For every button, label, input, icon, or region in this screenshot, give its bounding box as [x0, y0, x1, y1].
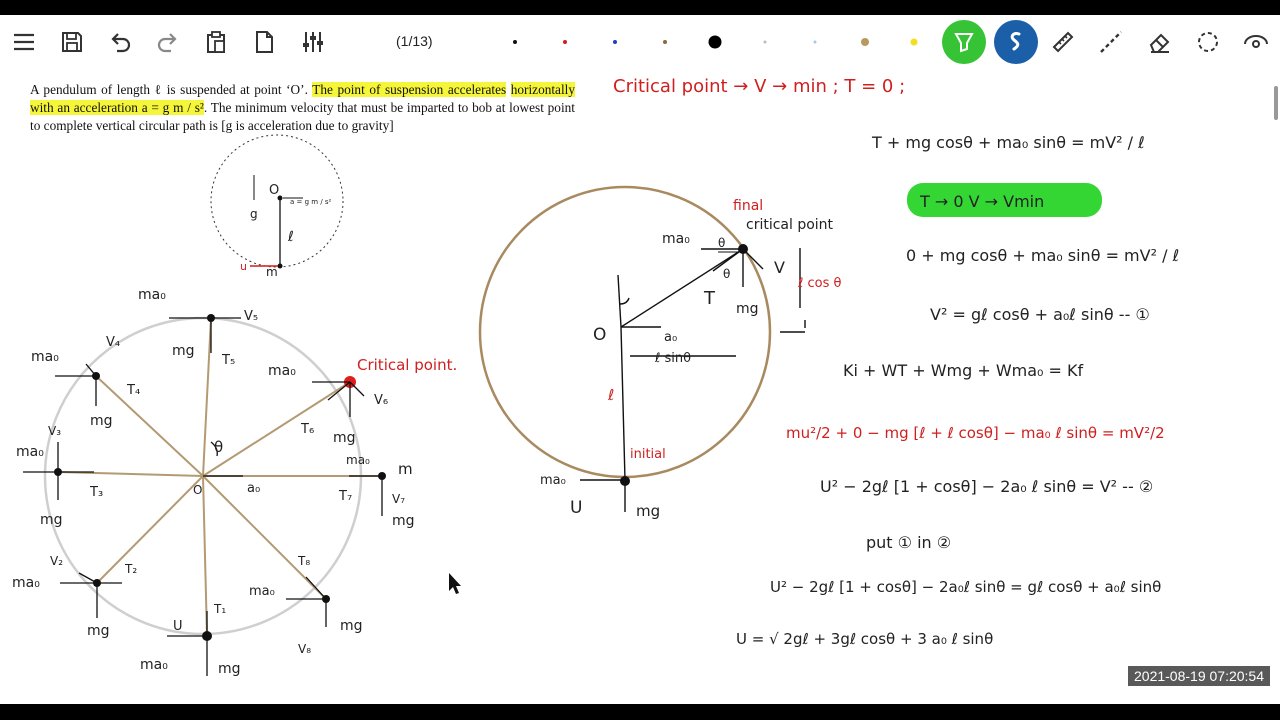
whiteboard-canvas[interactable]: [0, 70, 1280, 704]
fig2-mg8: mg: [340, 618, 363, 634]
menu-icon[interactable]: [7, 25, 41, 59]
fig2-mg5: mg: [172, 343, 195, 359]
fig2-O: O: [193, 483, 203, 497]
color-brown[interactable]: [663, 40, 667, 44]
fig3-O: O: [593, 325, 607, 345]
fig2-T6: T₆: [301, 422, 315, 437]
fig1-u: u: [240, 260, 247, 273]
figure-1: [211, 135, 343, 279]
timestamp: 2021-08-19 07:20:54: [1128, 666, 1270, 686]
fig2-T4: T₄: [127, 383, 141, 398]
fig2-V5: V₅: [244, 309, 259, 324]
fig3-initial: initial: [630, 447, 666, 462]
highlighter-icon: [951, 29, 977, 55]
fig3-theta2: θ: [723, 267, 731, 281]
fig2-U: U: [173, 619, 183, 634]
dashed-line-icon[interactable]: [1094, 25, 1128, 59]
problem-highlight-1: The point of suspension accelerates: [312, 82, 507, 97]
sliders-icon[interactable]: [296, 25, 330, 59]
page-indicator: (1/13): [396, 33, 433, 49]
note-line-2: T + mg cosθ + ma₀ sinθ = mV² / ℓ: [872, 133, 1145, 152]
lasso-select-icon[interactable]: [1191, 25, 1225, 59]
fig2-mao3: ma₀: [268, 363, 296, 379]
note-line-1: Critical point → V → min ; T = 0 ;: [613, 76, 906, 97]
pen-tool-button[interactable]: [994, 20, 1038, 64]
figure-2: [12, 287, 457, 677]
fig2-V2: V₂: [50, 554, 64, 568]
view-icon[interactable]: [1239, 25, 1273, 59]
problem-highlight-2: horizontally with an acceleration a = g m / s²: [30, 82, 576, 115]
fig3-V: V: [774, 258, 785, 277]
fig2-mg6: mg: [333, 430, 356, 446]
eraser-icon[interactable]: [1143, 25, 1177, 59]
mouse-cursor-icon: [449, 573, 461, 594]
fig2-m: m: [398, 460, 413, 478]
color-black-small[interactable]: [513, 40, 517, 44]
fig3-critical: critical point: [746, 217, 834, 233]
note-line-6: Ki + WT + Wmg + Wma₀ = Kf: [843, 361, 1084, 380]
fig2-mao6: ma₀: [12, 575, 40, 591]
fig2-T7: T₇: [339, 489, 353, 504]
note-line-5: V² = gℓ cosθ + a₀ℓ sinθ -- ①: [930, 305, 1150, 324]
color-yellow[interactable]: [911, 39, 918, 46]
handwritten-notes: [613, 76, 1179, 648]
fig2-mg1: mg: [218, 661, 241, 677]
figure-3: [480, 187, 842, 520]
color-black-large[interactable]: [709, 36, 722, 49]
color-light-blue[interactable]: [814, 41, 817, 44]
note-line-3: T → 0 V → Vmin: [920, 192, 1045, 211]
fig2-V8: V₈: [298, 642, 312, 656]
fig3-mao-bottom: ma₀: [540, 473, 566, 488]
fig3-a0: a₀: [664, 330, 678, 345]
fig3-lcos: ℓ cos θ: [798, 276, 842, 291]
note-line-11: U = √ 2gℓ + 3gℓ cosθ + 3 a₀ ℓ sinθ: [736, 630, 994, 648]
clipboard-icon[interactable]: [199, 25, 233, 59]
fig1-m: m: [266, 265, 278, 279]
drawing-layer: [0, 70, 1280, 704]
pen-squiggle-icon: [1003, 29, 1029, 55]
fig3-mg: mg: [736, 301, 759, 317]
fig2-mg2: mg: [87, 623, 110, 639]
color-tan[interactable]: [861, 38, 869, 46]
fig3-l: ℓ: [608, 386, 615, 404]
fig2-mao4: ma₀: [16, 444, 44, 460]
fig2-V6: V₆: [374, 393, 389, 408]
fig1-l: ℓ: [288, 229, 294, 245]
fig2-T8: T₈: [298, 554, 311, 568]
color-white[interactable]: [764, 41, 767, 44]
fig1-a: a = g m / s²: [290, 198, 332, 206]
fig2-title: Critical point.: [357, 356, 458, 374]
fig2-V7: V₇: [392, 492, 406, 506]
fig1-O: O: [269, 183, 280, 198]
fig2-mao7: ma₀: [249, 584, 275, 599]
fig2-mao1: ma₀: [138, 287, 166, 303]
fig3-T: T: [704, 288, 715, 309]
note-line-7: mu²/2 + 0 − mg [ℓ + ℓ cosθ] − ma₀ ℓ sinθ = mV²/2: [786, 424, 1165, 442]
fig2-V4: V₄: [106, 335, 121, 350]
fig2-T2: T₂: [125, 562, 138, 576]
fig2-T1: T₁: [214, 602, 227, 616]
note-line-8: U² − 2gℓ [1 + cosθ] − 2a₀ ℓ sinθ = V² -- ②: [820, 477, 1154, 496]
fig1-g: g: [250, 207, 258, 221]
problem-text-2: . The minimum velocity that must be imparted to bob at lowest point to complete vertical circular path is [g is acceleration due to gravity]: [30, 100, 575, 133]
note-line-9: put ① in ②: [866, 533, 952, 552]
fig2-a0: a₀: [247, 481, 261, 496]
fig3-lsin: ℓ sinθ: [655, 351, 692, 366]
note-line-10: U² − 2gℓ [1 + cosθ] − 2a₀ℓ sinθ = gℓ cosθ + a₀ℓ sinθ: [770, 578, 1162, 596]
fig2-T3: T₃: [90, 485, 104, 500]
color-blue[interactable]: [613, 40, 617, 44]
fig2-mao2: ma₀: [31, 349, 59, 365]
fig2-V3: V₃: [48, 424, 62, 438]
ruler-icon[interactable]: [1046, 25, 1080, 59]
fig2-mg3: mg: [40, 512, 63, 528]
fig3-mg-bottom: mg: [636, 502, 661, 520]
save-icon[interactable]: [55, 25, 89, 59]
problem-text-1: A pendulum of length ℓ is suspended at point ‘O’.: [30, 82, 313, 97]
fig2-mg4: mg: [90, 413, 113, 429]
fig3-final: final: [733, 198, 764, 214]
fig2-T5: T₅: [222, 353, 236, 368]
color-red[interactable]: [563, 40, 567, 44]
fig3-theta1: θ: [718, 236, 726, 250]
fig3-mao: ma₀: [662, 231, 690, 247]
note-line-4: 0 + mg cosθ + ma₀ sinθ = mV² / ℓ: [906, 246, 1180, 265]
fig2-mao5: ma₀: [346, 453, 370, 467]
undo-icon[interactable]: [103, 25, 137, 59]
redo-icon[interactable]: [151, 25, 185, 59]
fig2-mao8: ma₀: [140, 657, 168, 673]
highlighter-button[interactable]: [942, 20, 986, 64]
fig2-theta: θ: [214, 438, 224, 456]
fig3-U: U: [570, 498, 583, 518]
toolbar: [0, 15, 1280, 70]
fig2-mg7: mg: [392, 513, 415, 529]
page-icon[interactable]: [247, 25, 281, 59]
